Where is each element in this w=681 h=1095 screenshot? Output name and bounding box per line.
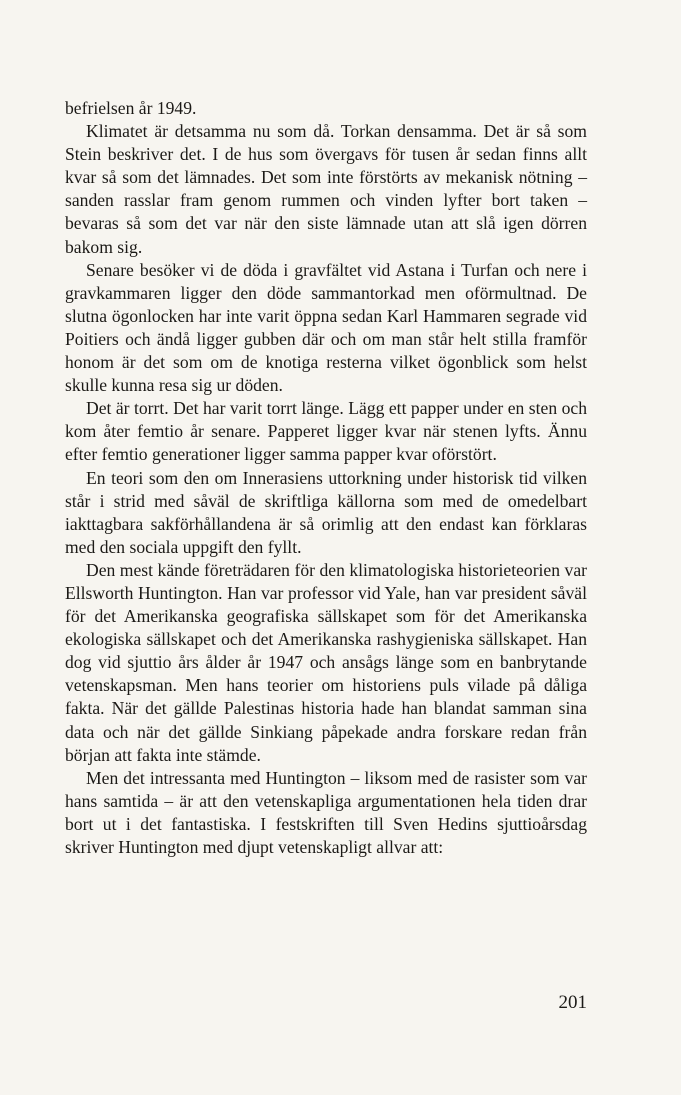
paragraph-1: befrielsen år 1949. (65, 98, 197, 118)
paragraph-2: Klimatet är detsamma nu som då. Torkan densamma. Det är så som Stein beskriver det. I de hus som övergavs för tusen år sedan finns allt kvar så som det lämnades. Det som inte förstörts av mekanisk nötning – sanden rasslar fram genom rummen och vinden lyfter bort taken – bevaras så som det var när den siste lämnade utan att slå igen dörren bakom sig. (65, 121, 587, 257)
paragraph-6: Den mest kände företrädaren för den klimatologiska historieteorien var Ellsworth Huntington. Han var professor vid Yale, han var president såväl för det Amerikanska geografiska sällskapet som för det Amerikanska ekologiska sällskapet och det Amerikanska rashygieniska sällskapet. Han dog vid sjuttio års ålder år 1947 och ansågs länge som en banbrytande vetenskapsman. Men hans teorier om historiens puls vilade på dåliga fakta. När det gällde Palestinas historia hade han blandat samman sina data och när det gällde Sinkiang påpekade andra forskare redan från början att fakta inte stämde. (65, 559, 587, 765)
paragraph-5: En teori som den om Innerasiens uttorkning under historisk tid vilken står i strid med såväl de skriftliga källorna som med de omedelbart iakttagbara sakförhållandena är så orimlig att den endast kan förklaras med den sociala uppgift den fyllt. (65, 467, 587, 557)
paragraph-7: Men det intressanta med Huntington – liksom med de rasister som var hans samtida – är att den vetenskapliga argumentationen hela tiden drar bort ut i det fantastiska. I festskriften till Sven Hedins sjuttioårsdag skriver Huntington med djupt vetenskapligt allvar att: (65, 767, 587, 857)
paragraph-3: Senare besöker vi de döda i gravfältet vid Astana i Turfan och nere i gravkammaren ligger den döde sammantorkad men oförmultnad. De slutna ögonlocken har inte varit öppna sedan Karl Hammaren segrade vid Poitiers och ändå ligger gubben där och om man står helt stilla framför honom är det som om de knotiga resterna vilket ögonblick som helst skulle kunna resa sig ur döden. (65, 259, 587, 396)
page-number: 201 (558, 992, 587, 1013)
paragraph-4: Det är torrt. Det har varit torrt länge. Lägg ett papper under en sten och kom åter femtio år senare. Papperet ligger kvar när stenen lyfts. Ännu efter femtio generationer ligger samma papper kvar oförstört. (65, 398, 587, 465)
body-text (65, 97, 587, 859)
